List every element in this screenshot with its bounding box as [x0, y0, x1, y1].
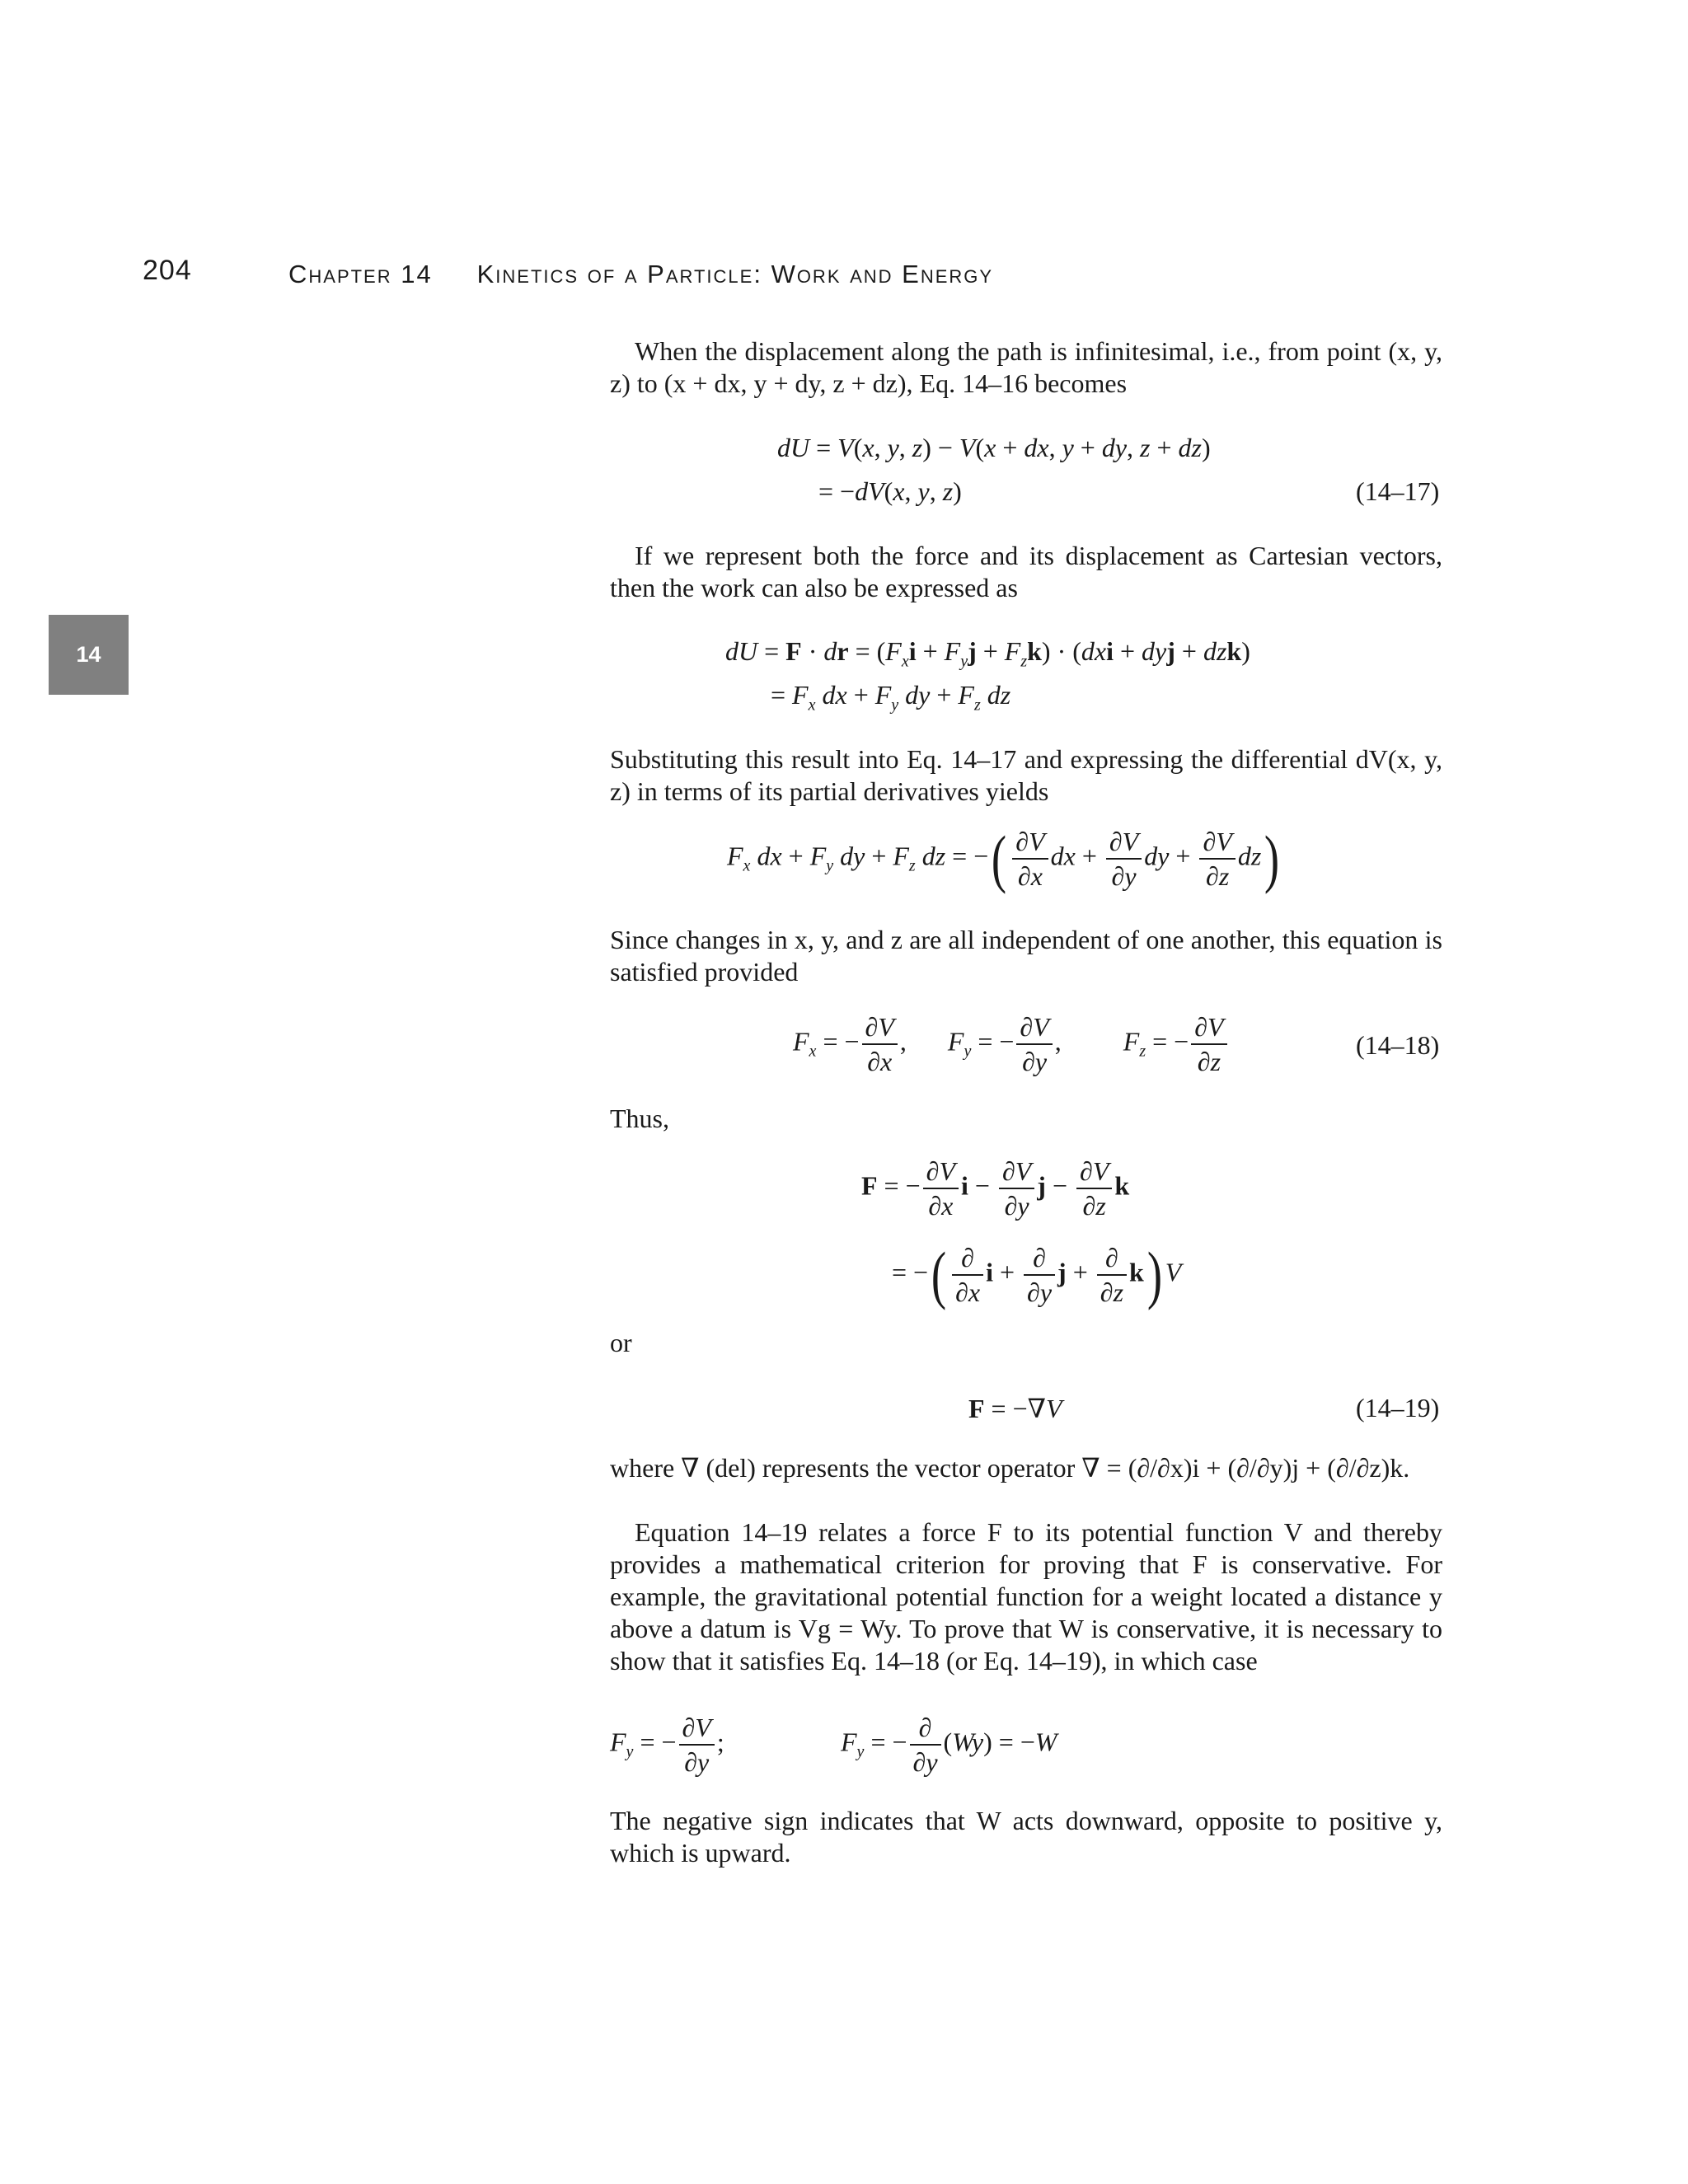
page-number: 204: [143, 255, 192, 286]
chapter-title: Kinetics of a Particle: Work and Energy: [476, 260, 994, 288]
equation-14-18: $F_x$ = − $\frac{\partial V}{\partial x}$ , $F_y$ = − $\frac{\partial V}{\partial y}$ , $F_z$ = − $\frac{\partial V}{\partial z}$: [793, 1014, 1230, 1075]
equation-work-cartesian-line1: dU = F · dr = $(F_xi + F_yj + F_zk) \cdot (dxi$ + dyj + dzk): [725, 636, 1250, 671]
chapter-side-tab: 14: [49, 615, 129, 695]
paragraph-4: Since changes in x, y, and z are all independent of one another, this equation is satisfied provided: [610, 925, 1442, 987]
equation-force-gradient-line2: = −( $\frac{\partial}{\partial x}$ i + $\frac{\partial}{\partial y}$ j + $\frac{\partial}{\partial z}$ k) V: [892, 1238, 1182, 1310]
paragraph-2: If we represent both the force and its displacement as Cartesian vectors, then the work can also be expressed as: [610, 541, 1442, 602]
paragraph-5: where ∇ (del) represents the vector operator ∇ = (∂/∂x)i + (∂/∂y)j + (∂/∂z)k.: [610, 1453, 1410, 1483]
running-head: [288, 260, 993, 289]
equation-14-19: F = −∇V: [968, 1394, 1062, 1423]
equation-number-14-19: (14–19): [1356, 1393, 1440, 1422]
thus-label: Thus,: [610, 1104, 669, 1133]
equation-dU-line1: dU = V(x, y, z) − V(x + dx, y + dy, z + dz): [777, 433, 1211, 462]
equation-work-cartesian-line2: = $F_x$ dx + $F_y$ dy + $F_z$ dz: [771, 680, 1011, 715]
or-label: or: [610, 1328, 632, 1357]
equation-fy-definition: $F_y$ = − $\frac{\partial V}{\partial y}$ ;: [610, 1713, 724, 1777]
equation-force-gradient-line1: F = − $\frac{\partial V}{\partial x}$ i − $\frac{\partial V}{\partial y}$ j − $\frac{\partial V}{\partial z}$ k: [861, 1156, 1130, 1221]
chapter-label: Chapter 14: [288, 260, 433, 288]
equation-fy-weight: $F_y$ = − $\frac{\partial}{\partial y}$ (Wy) = −W: [841, 1713, 1057, 1777]
paragraph-7: The negative sign indicates that W acts downward, opposite to positive y, which is upward.: [610, 1806, 1442, 1868]
paragraph-6: Equation 14–19 relates a force F to its potential function V and thereby provides a mathematical criterion for proving that F is conservative. For example, the gravitational potential function for a weight located a distance y above a datum is Vg = Wy. To prove that W is conservative, it is necessary to show that it satisfies Eq. 14–18 (or Eq. 14–19), in which case: [610, 1517, 1442, 1675]
equation-number-14-18: (14–18): [1356, 1030, 1440, 1060]
paragraph-1: When the displacement along the path is infinitesimal, i.e., from point (x, y, z) to (x + dx, y + dy, z + dz), Eq. 14–16 becomes: [610, 336, 1442, 398]
equation-partial-derivatives: $F_x$ dx + $F_y$ dy + $F_z$ dz = −( $\frac{\partial V}{\partial x}$ dx + $\frac{\partial V}{\partial y}$ dy + $\frac{\partial V}{\partial z}$ dz): [727, 822, 1280, 894]
paragraph-3: Substituting this result into Eq. 14–17 and expressing the differential dV(x, y, z) in terms of its partial derivatives yields: [610, 744, 1442, 806]
equation-dU-line2: = −dV(x, y, z): [818, 476, 962, 506]
equation-number-14-17: (14–17): [1356, 476, 1440, 506]
